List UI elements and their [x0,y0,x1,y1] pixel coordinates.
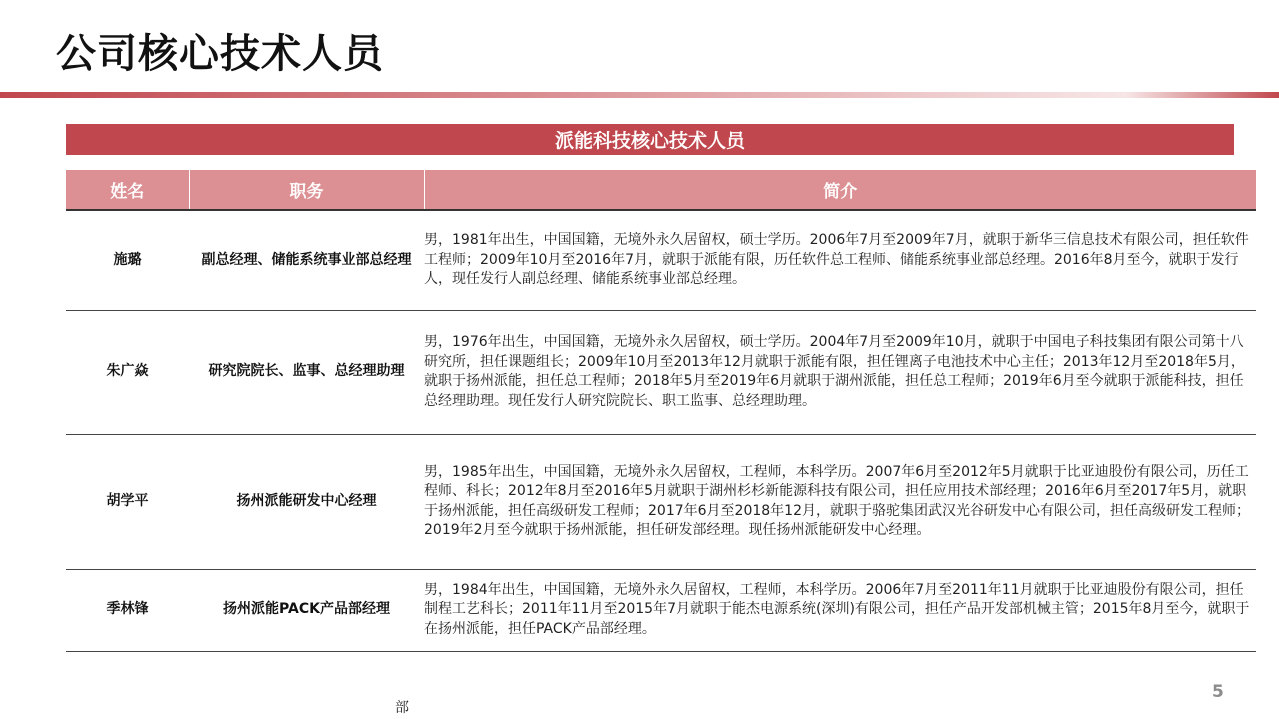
staff-bio: 男，1984年出生，中国国籍，无境外永久居留权，工程师，本科学历。2006年7月至2011年11月就职于比亚迪股份有限公司，担任制程工艺科长；2011年11月至2015年7月就职于能杰电源系统(深圳)有限公司，担任产品开发部机械主管；2015年8月至今，就职于在扬州派能，担任PACK产品部经理。 [424,569,1256,651]
table-header-row [66,170,1256,210]
table-row [66,210,1256,310]
staff-bio: 男，1981年出生，中国国籍，无境外永久居留权，硕士学历。2006年7月至2009年7月，就职于新华三信息技术有限公司，担任软件工程师；2009年10月至2016年7月，就职于派能有限，历任软件总工程师、储能系统事业部总经理。2016年8月至今，就职于发行人，现任发行人副总经理、储能系统事业部总经理。 [424,210,1256,310]
column-header-name: 姓名 [66,170,189,210]
page-title: 公司核心技术人员 [56,31,384,77]
staff-position: 扬州派能PACK产品部经理 [189,569,424,651]
table-row [66,310,1256,434]
staff-bio: 男，1985年出生，中国国籍，无境外永久居留权，工程师，本科学历。2007年6月至2012年5月就职于比亚迪股份有限公司，历任工程师、科长；2012年8月至2016年5月就职于湖州杉杉新能源科技有限公司，担任应用技术部经理；2016年6月至2017年5月，就职于扬州派能，担任高级研发工程师；2017年6月至2018年12月，就职于骆驼集团武汉光谷研发中心有限公司，担任高级研发工程师；2019年2月至今就职于扬州派能，担任研发部经理。现任扬州派能研发中心经理。 [424,434,1256,569]
staff-name: 朱广焱 [66,310,189,434]
column-header-position: 职务 [189,170,424,210]
table-caption: 派能科技核心技术人员 [66,124,1234,155]
column-header-bio: 简介 [424,170,1256,210]
page-number: 5 [1212,682,1224,702]
staff-name: 胡学平 [66,434,189,569]
staff-bio: 男，1976年出生，中国国籍，无境外永久居留权，硕士学历。2004年7月至2009年10月，就职于中国电子科技集团有限公司第十八研究所，担任课题组长；2009年10月至2013年12月就职于派能有限，担任锂离子电池技术中心主任；2013年12月至2018年5月，就职于扬州派能，担任总工程师；2018年5月至2019年6月就职于湖州派能，担任总工程师；2019年6月至今就职于派能科技，担任总经理助理。现任发行人研究院院长、职工监事、总经理助理。 [424,310,1256,434]
staff-name: 季林锋 [66,569,189,651]
staff-position: 副总经理、储能系统事业部总经理 [189,210,424,310]
title-divider [0,92,1279,98]
staff-position: 研究院院长、监事、总经理助理 [189,310,424,434]
footer-fragment: 部 [395,700,409,716]
core-tech-staff-table [66,170,1256,652]
staff-name: 施璐 [66,210,189,310]
table-row [66,434,1256,569]
table-row [66,569,1256,651]
staff-position: 扬州派能研发中心经理 [189,434,424,569]
